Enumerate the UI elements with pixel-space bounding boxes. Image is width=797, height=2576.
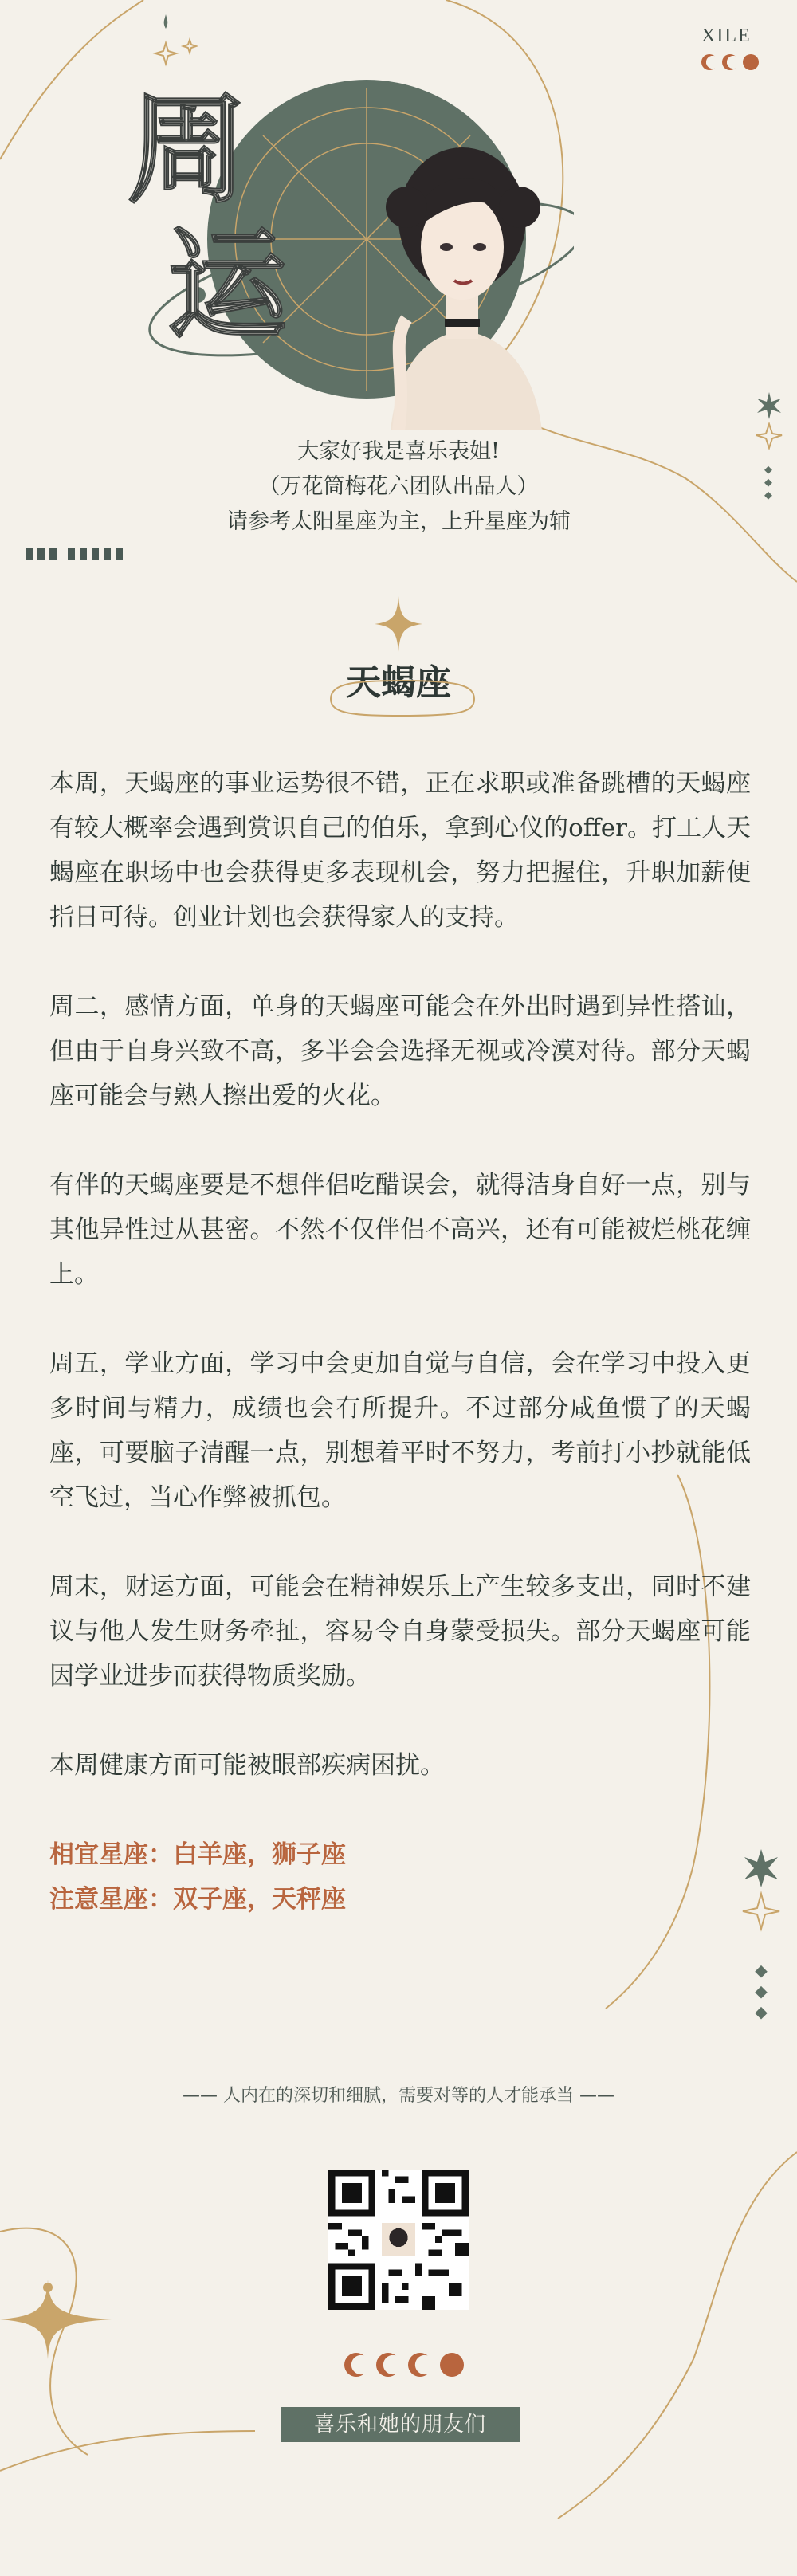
star-cluster-icon-2 xyxy=(733,1848,789,2031)
paragraph-wealth: 周末，财运方面，可能会在精神娱乐上产生较多支出，同时不建议与他人发生财务牵扯，容易令自身蒙受损失。部分天蝎座可能因学业进步而获得物质奖励。 xyxy=(49,1573,751,1690)
moon-phases-icon xyxy=(701,54,759,70)
paragraph-love-partner: 有伴的天蝎座要是不想伴侣吃醋误会，就得洁身自好一点，别与其他异性过从甚密。不然不仅伴侣不高兴，还有可能被烂桃花缠上。 xyxy=(49,1171,751,1289)
horoscope-content xyxy=(49,761,751,1922)
signature-banner: 喜乐和她的朋友们 xyxy=(281,2407,520,2442)
intro-block xyxy=(0,434,797,540)
paragraph-study: 周五，学业方面，学习中会更加自觉与自信，会在学习中投入更多时间与精力，成绩也会有所提升。不过部分咸鱼惯了的天蝎座，可要脑子清醒一点，别想着平时不努力，考前打小抄就能低空飞过，当心作弊被抓包。 xyxy=(49,1349,751,1512)
footer-quote: —— 人内在的深切和细腻，需要对等的人才能承当 —— xyxy=(183,2086,614,2106)
intro-line-3: 请参考太阳星座为主，上升星座为辅 xyxy=(226,509,571,534)
paragraph-career: 本周，天蝎座的事业运势很不错，正在求职或准备跳槽的天蝎座有较大概率会遇到赏识自己的伯乐，拿到心仪的offer。打工人天蝎座在职场中也会获得更多表现机会，努力把握住，升职加薪便指日可待。创业计划也会获得家人的支持。 xyxy=(49,769,751,932)
paragraph-health: 本周健康方面可能被眼部疾病困扰。 xyxy=(49,1751,445,1780)
large-star-icon xyxy=(0,2280,120,2359)
bars-decoration xyxy=(26,548,123,560)
paragraph-love-single: 周二，感情方面，单身的天蝎座可能会在外出时遇到异性搭讪，但由于自身兴致不高，多半会会选择无视或冷漠对待。部分天蝎座可能会与熟人擦出爱的火花。 xyxy=(49,992,751,1110)
hero-illustration xyxy=(128,56,574,430)
hero-title-char-2: 运 xyxy=(167,215,288,355)
brand-logo: XILE xyxy=(701,26,752,46)
hero-title-char-1: 周 xyxy=(128,80,248,220)
title-underline xyxy=(323,679,482,719)
match-good: 相宜星座：白羊座，狮子座 xyxy=(49,1840,346,1869)
four-point-star-icon xyxy=(375,596,422,652)
sign-title: 天蝎座 xyxy=(346,662,451,703)
intro-line-1: 大家好我是喜乐表姐! xyxy=(297,439,500,464)
match-caution: 注意星座：双子座，天秤座 xyxy=(49,1885,346,1914)
qr-code[interactable] xyxy=(328,2170,469,2310)
intro-line-2: （万花筒梅花六团队出品人） xyxy=(258,474,539,499)
moon-phases-footer-icon xyxy=(344,2353,464,2377)
